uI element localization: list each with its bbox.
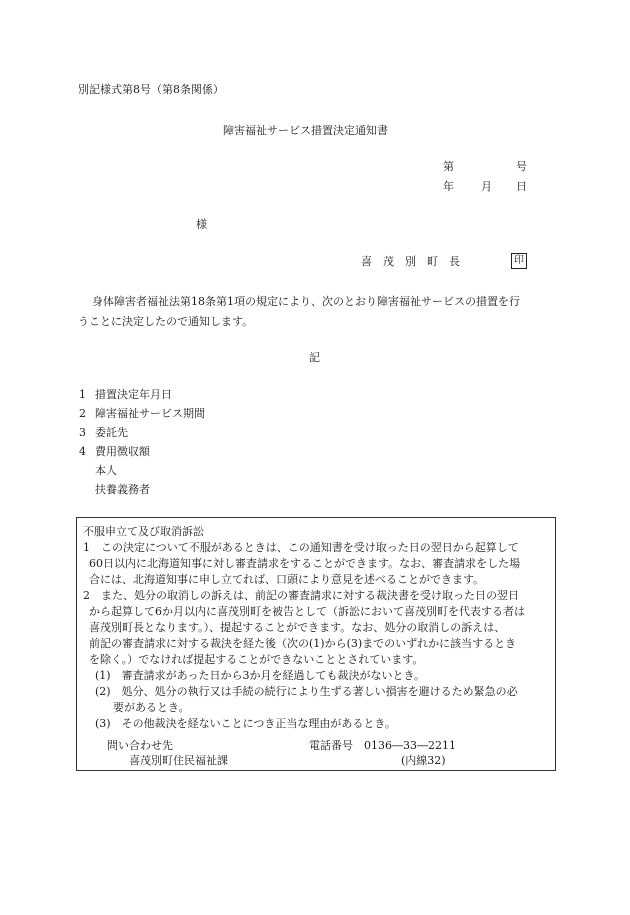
item-1-label: 措置決定年月日: [95, 388, 172, 401]
body-line-1: 身体障害者福祉法第18条第1項の規定により、次のとおり障害福祉サービスの措置を行: [92, 295, 520, 308]
item-4-label: 費用徴収額: [95, 445, 150, 458]
notice-line-7: 前記の審査請求に対する裁決を経た後（次の(1)から(3)までのいずれかに該当するとき: [89, 637, 517, 650]
notice-heading: 不服申立て及び取消訴訟: [83, 525, 204, 538]
contact-dept: 喜茂別町住民福祉課: [129, 754, 228, 767]
number-go: 号: [516, 160, 527, 173]
seal-box: 印: [511, 253, 527, 269]
item-4-num: 4: [79, 445, 86, 458]
item-3-label: 委託先: [95, 426, 128, 439]
notice-line-6: 喜茂別町長となります。）、提起することができます。なお、処分の取消しの訴えは、: [89, 621, 506, 634]
notice-line-11: 要があるとき。: [113, 701, 190, 714]
contact-extension: (内線32): [401, 754, 446, 767]
notice-line-12: (3) その他裁決を経ないことにつき正当な理由があるとき。: [95, 717, 396, 730]
contact-phone: 電話番号 0136―33―2211: [309, 739, 456, 752]
addressee-sama: 様: [196, 218, 207, 231]
date-day: 日: [516, 180, 527, 193]
item-2-label: 障害福祉サービス期間: [95, 407, 205, 420]
notice-line-10: (2) 処分、処分の執行又は手続の続行により生ずる著しい損害を避けるため緊急の必: [95, 685, 518, 698]
appeal-notice-box: [76, 517, 556, 771]
notice-line-5: から起算して6か月以内に喜茂別町を被告として（訴訟において喜茂別町を代表する者は: [89, 605, 525, 618]
form-label: 別記様式第8号（第8条関係）: [78, 83, 224, 96]
date-month: 月: [481, 180, 492, 193]
notice-line-1: 1 この決定について不服があるときは、この通知書を受け取った日の翌日から起算して: [83, 541, 519, 554]
date-year: 年: [443, 180, 454, 193]
document-title: 障害福祉サービス措置決定通知書: [223, 124, 388, 137]
notice-line-3: 合には、北海道知事に申し立てれば、口頭により意見を述べることができます。: [89, 573, 485, 586]
item-1-num: 1: [79, 388, 86, 401]
notice-line-4: 2 また、処分の取消しの訴えは、前記の審査請求に対する裁決書を受け取った日の翌日: [83, 589, 519, 602]
ki-heading: 記: [309, 351, 320, 364]
subitem-fuyo: 扶養義務者: [95, 483, 150, 496]
notice-line-8: を除く。）でなければ提起することができないこととされています。: [89, 653, 424, 666]
item-3-num: 3: [79, 426, 86, 439]
body-line-2: うことに決定したので通知します。: [78, 315, 254, 328]
number-dai: 第: [443, 160, 454, 173]
notice-line-2: 60日以内に北海道知事に対し審査請求をすることができます。なお、審査請求をした場: [89, 557, 521, 570]
subitem-honnin: 本人: [95, 464, 117, 477]
item-2-num: 2: [79, 407, 86, 420]
issuer: 喜 茂 別 町 長: [361, 255, 460, 268]
contact-label: 問い合わせ先: [107, 739, 173, 752]
notice-line-9: (1) 審査請求があった日から3か月を経過しても裁決がないとき。: [95, 669, 426, 682]
